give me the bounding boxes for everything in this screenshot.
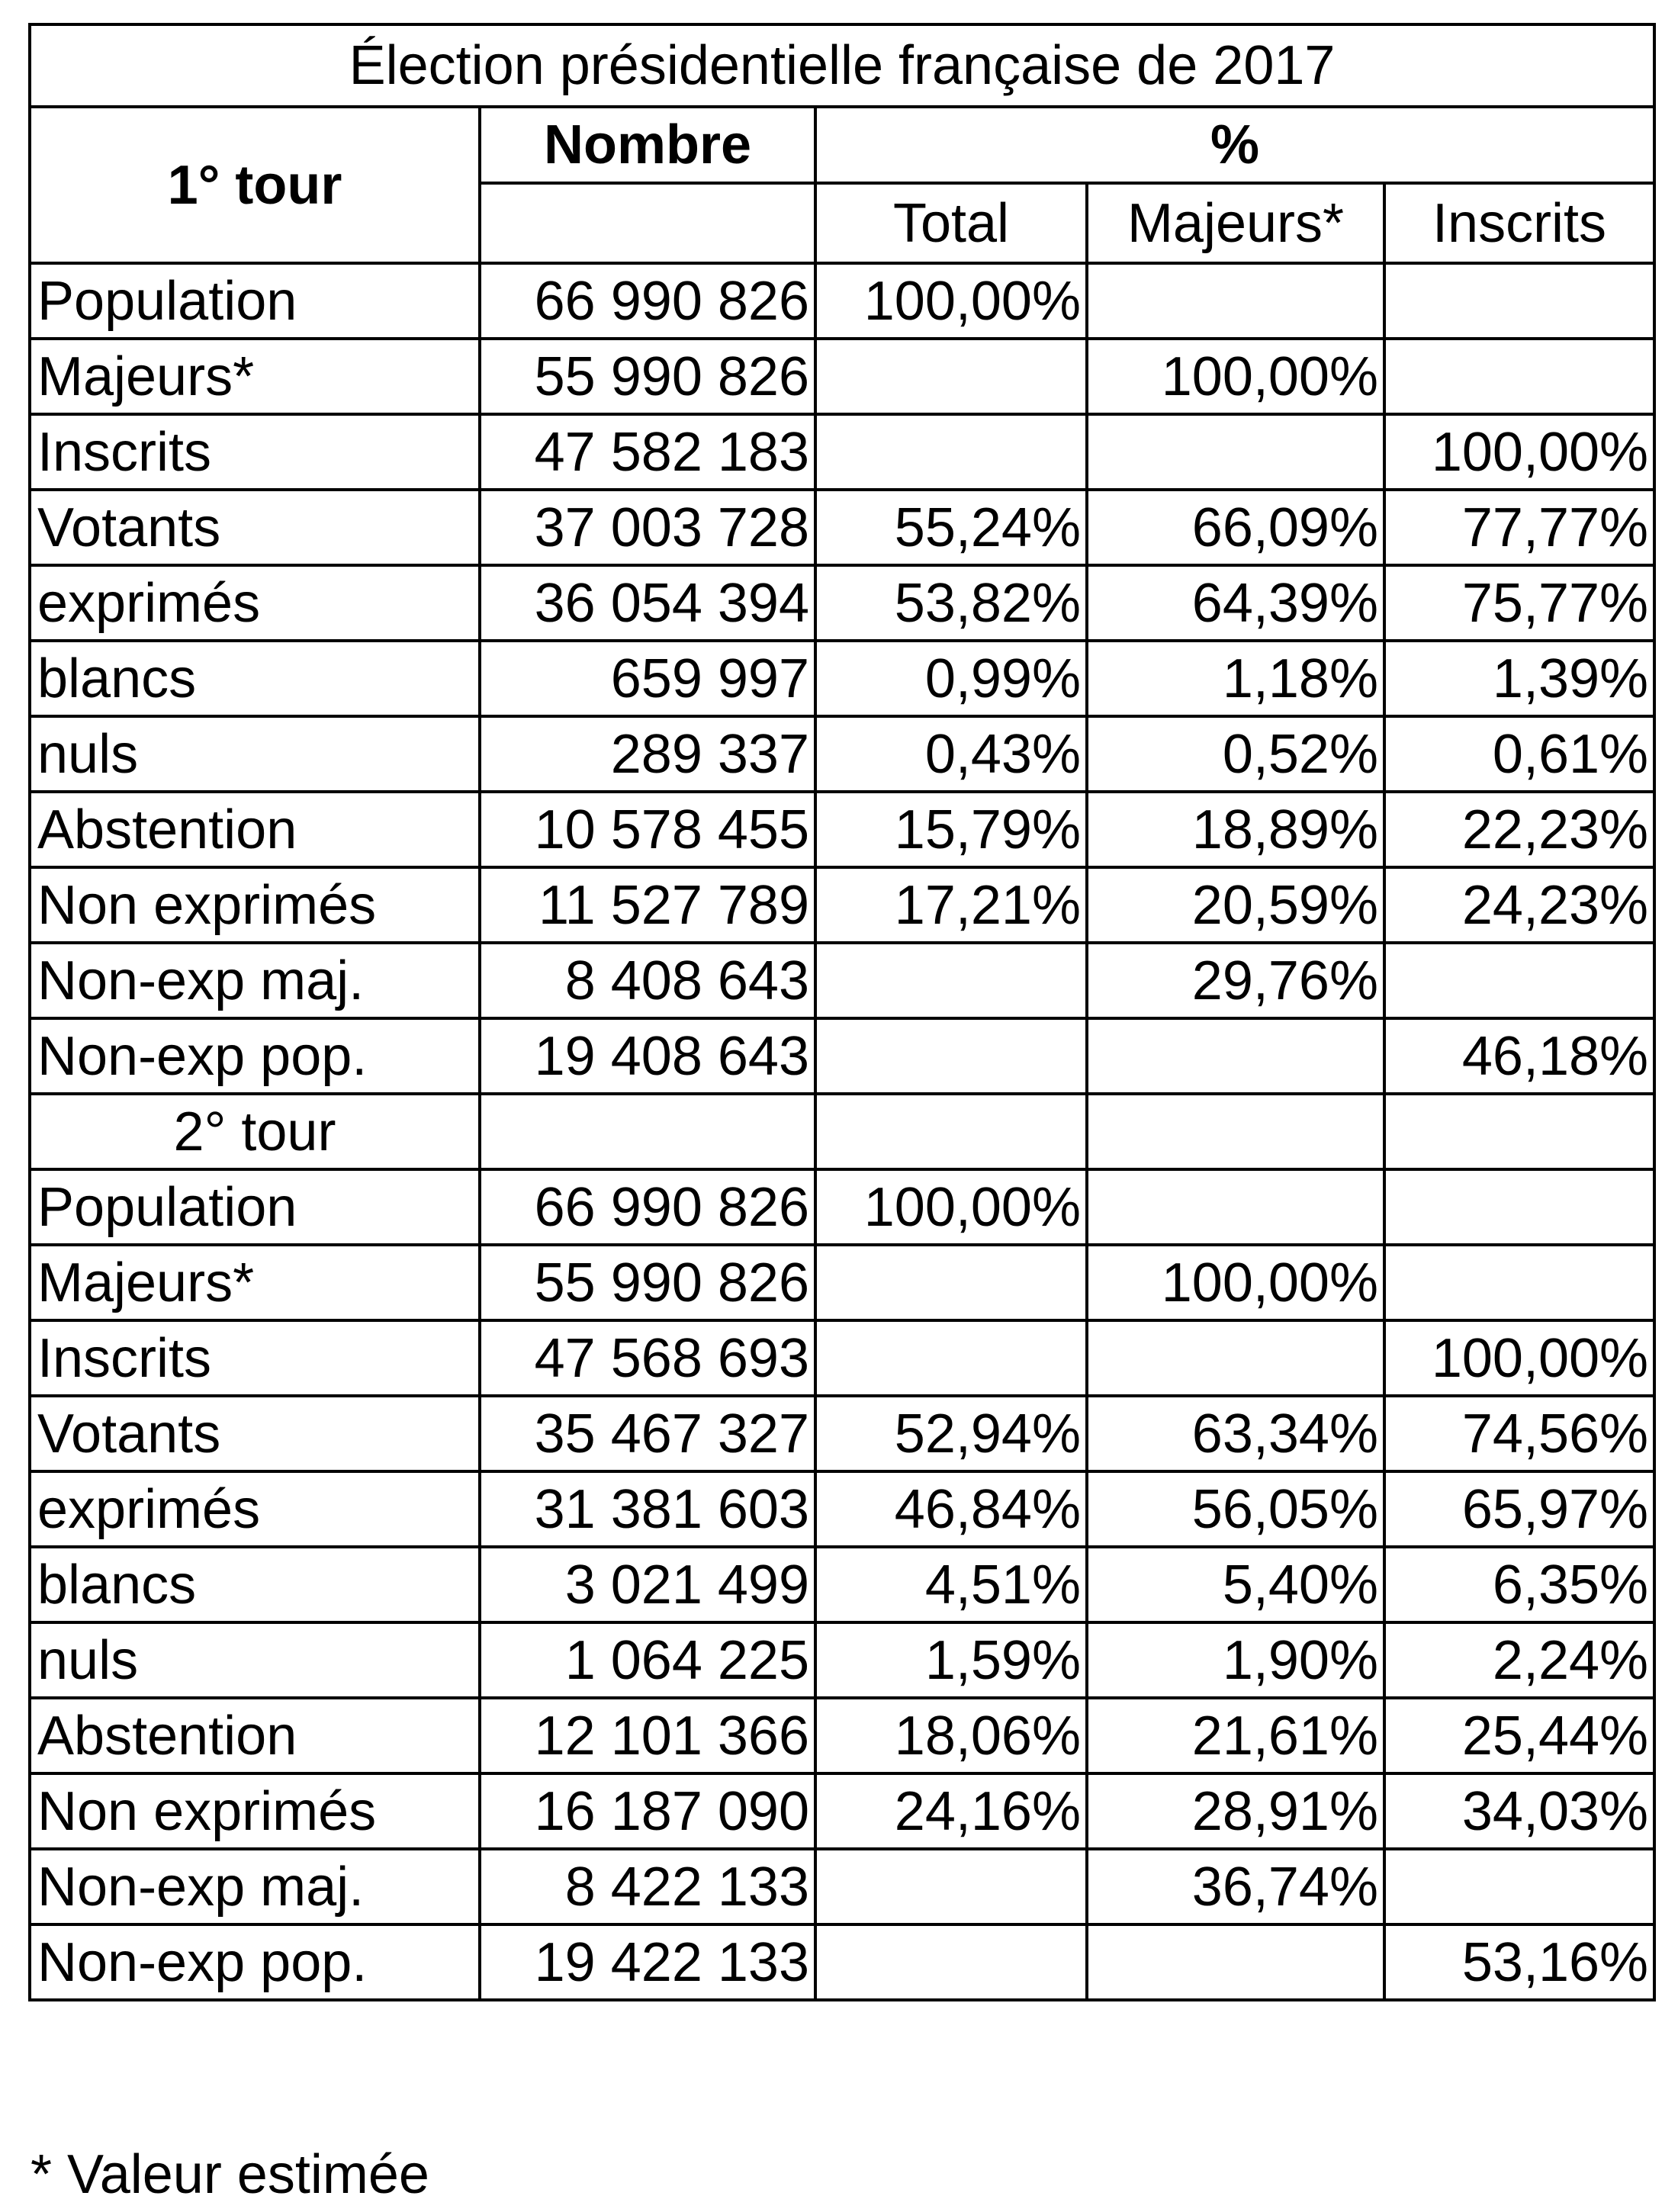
- cell-nombre: 659 997: [480, 641, 815, 716]
- cell-total: 0,99%: [815, 641, 1087, 716]
- title-row: [30, 24, 1654, 107]
- table-row: [30, 1396, 1654, 1471]
- table-row: [30, 641, 1654, 716]
- cell-nombre: 10 578 455: [480, 792, 815, 867]
- table-row: [30, 867, 1654, 943]
- cell-total: [815, 339, 1087, 414]
- cell-majeurs: [1087, 1320, 1384, 1396]
- cell-inscrits: 24,23%: [1384, 867, 1654, 943]
- cell-total: 17,21%: [815, 867, 1087, 943]
- cell-inscrits: [1384, 943, 1654, 1018]
- cell-total: 52,94%: [815, 1396, 1087, 1471]
- row-label: Abstention: [30, 1698, 480, 1773]
- cell-nombre: 1 064 225: [480, 1622, 815, 1698]
- cell-majeurs: [1087, 1924, 1384, 2000]
- cell-nombre: 37 003 728: [480, 490, 815, 565]
- header-row-1: [30, 107, 1654, 183]
- cell-majeurs: 63,34%: [1087, 1396, 1384, 1471]
- tour2-header-row: [30, 1094, 1654, 1169]
- cell-nombre: 47 582 183: [480, 414, 815, 490]
- cell-majeurs: 29,76%: [1087, 943, 1384, 1018]
- cell-total: [815, 1849, 1087, 1924]
- cell-inscrits: 53,16%: [1384, 1924, 1654, 2000]
- cell-inscrits: 22,23%: [1384, 792, 1654, 867]
- cell-total: 4,51%: [815, 1547, 1087, 1622]
- row-label: Non exprimés: [30, 867, 480, 943]
- cell-nombre: 36 054 394: [480, 565, 815, 641]
- cell-total: 1,59%: [815, 1622, 1087, 1698]
- cell-inscrits: 65,97%: [1384, 1471, 1654, 1547]
- cell-nombre: 289 337: [480, 716, 815, 792]
- header-nombre: Nombre: [480, 107, 815, 183]
- row-label: Non-exp pop.: [30, 1924, 480, 2000]
- header-nombre-empty: [480, 183, 815, 263]
- row-label: exprimés: [30, 565, 480, 641]
- cell-total: 18,06%: [815, 1698, 1087, 1773]
- cell-total: 46,84%: [815, 1471, 1087, 1547]
- table-row: [30, 1924, 1654, 2000]
- row-label: exprimés: [30, 1471, 480, 1547]
- table-row: [30, 1773, 1654, 1849]
- cell-total: 15,79%: [815, 792, 1087, 867]
- cell-nombre: 16 187 090: [480, 1773, 815, 1849]
- header-majeurs: Majeurs*: [1087, 183, 1384, 263]
- cell-inscrits: 1,39%: [1384, 641, 1654, 716]
- cell-nombre: 8 408 643: [480, 943, 815, 1018]
- empty-cell: [1384, 1094, 1654, 1169]
- cell-majeurs: 18,89%: [1087, 792, 1384, 867]
- cell-majeurs: 56,05%: [1087, 1471, 1384, 1547]
- cell-inscrits: [1384, 1245, 1654, 1320]
- row-label: Inscrits: [30, 1320, 480, 1396]
- cell-inscrits: 25,44%: [1384, 1698, 1654, 1773]
- cell-nombre: 47 568 693: [480, 1320, 815, 1396]
- cell-total: 53,82%: [815, 565, 1087, 641]
- cell-inscrits: 77,77%: [1384, 490, 1654, 565]
- cell-total: [815, 1320, 1087, 1396]
- cell-nombre: 19 408 643: [480, 1018, 815, 1094]
- cell-inscrits: 2,24%: [1384, 1622, 1654, 1698]
- cell-majeurs: [1087, 1169, 1384, 1245]
- cell-total: 55,24%: [815, 490, 1087, 565]
- cell-total: 100,00%: [815, 1169, 1087, 1245]
- table-row: [30, 1547, 1654, 1622]
- cell-nombre: 66 990 826: [480, 1169, 815, 1245]
- cell-majeurs: 64,39%: [1087, 565, 1384, 641]
- cell-inscrits: 74,56%: [1384, 1396, 1654, 1471]
- table-row: [30, 1320, 1654, 1396]
- table-row: [30, 1245, 1654, 1320]
- empty-cell: [1087, 1094, 1384, 1169]
- table-body: [30, 24, 1654, 2000]
- row-label: nuls: [30, 716, 480, 792]
- cell-inscrits: [1384, 263, 1654, 339]
- table-row: [30, 414, 1654, 490]
- cell-nombre: 31 381 603: [480, 1471, 815, 1547]
- cell-majeurs: 100,00%: [1087, 339, 1384, 414]
- cell-majeurs: 0,52%: [1087, 716, 1384, 792]
- cell-total: 100,00%: [815, 263, 1087, 339]
- cell-nombre: 55 990 826: [480, 1245, 815, 1320]
- cell-majeurs: 5,40%: [1087, 1547, 1384, 1622]
- table-row: [30, 490, 1654, 565]
- cell-inscrits: 34,03%: [1384, 1773, 1654, 1849]
- row-label: blancs: [30, 641, 480, 716]
- cell-total: [815, 1245, 1087, 1320]
- table-row: [30, 1018, 1654, 1094]
- cell-majeurs: 28,91%: [1087, 1773, 1384, 1849]
- table-title: Élection présidentielle française de 2017: [30, 24, 1654, 107]
- cell-nombre: 12 101 366: [480, 1698, 815, 1773]
- empty-cell: [480, 1094, 815, 1169]
- row-label: Non-exp maj.: [30, 1849, 480, 1924]
- row-label: blancs: [30, 1547, 480, 1622]
- cell-inscrits: [1384, 1169, 1654, 1245]
- cell-majeurs: 1,90%: [1087, 1622, 1384, 1698]
- cell-nombre: 8 422 133: [480, 1849, 815, 1924]
- row-label: Inscrits: [30, 414, 480, 490]
- cell-majeurs: 1,18%: [1087, 641, 1384, 716]
- row-label: Population: [30, 263, 480, 339]
- row-label: Abstention: [30, 792, 480, 867]
- header-inscrits: Inscrits: [1384, 183, 1654, 263]
- cell-inscrits: [1384, 339, 1654, 414]
- table-row: [30, 1849, 1654, 1924]
- cell-majeurs: [1087, 263, 1384, 339]
- cell-total: 24,16%: [815, 1773, 1087, 1849]
- row-label: Population: [30, 1169, 480, 1245]
- cell-inscrits: 100,00%: [1384, 414, 1654, 490]
- table-row: [30, 1471, 1654, 1547]
- row-label: Votants: [30, 490, 480, 565]
- row-label: Non exprimés: [30, 1773, 480, 1849]
- table-row: [30, 1169, 1654, 1245]
- header-percent: %: [815, 107, 1654, 183]
- cell-majeurs: 20,59%: [1087, 867, 1384, 943]
- cell-total: 0,43%: [815, 716, 1087, 792]
- cell-majeurs: [1087, 1018, 1384, 1094]
- table-row: [30, 716, 1654, 792]
- cell-majeurs: 66,09%: [1087, 490, 1384, 565]
- cell-total: [815, 414, 1087, 490]
- cell-majeurs: 21,61%: [1087, 1698, 1384, 1773]
- cell-nombre: 3 021 499: [480, 1547, 815, 1622]
- row-label: Majeurs*: [30, 339, 480, 414]
- cell-inscrits: 0,61%: [1384, 716, 1654, 792]
- cell-total: [815, 943, 1087, 1018]
- cell-inscrits: 100,00%: [1384, 1320, 1654, 1396]
- cell-nombre: 11 527 789: [480, 867, 815, 943]
- table-row: [30, 943, 1654, 1018]
- table-row: [30, 339, 1654, 414]
- cell-inscrits: 75,77%: [1384, 565, 1654, 641]
- row-label: Non-exp pop.: [30, 1018, 480, 1094]
- cell-nombre: 19 422 133: [480, 1924, 815, 2000]
- row-label: Votants: [30, 1396, 480, 1471]
- row-label: Non-exp maj.: [30, 943, 480, 1018]
- row-label: Majeurs*: [30, 1245, 480, 1320]
- row-label: nuls: [30, 1622, 480, 1698]
- cell-majeurs: 100,00%: [1087, 1245, 1384, 1320]
- tour1-label: 1° tour: [30, 107, 480, 263]
- cell-inscrits: 6,35%: [1384, 1547, 1654, 1622]
- table-row: [30, 1622, 1654, 1698]
- table-row: [30, 565, 1654, 641]
- empty-cell: [815, 1094, 1087, 1169]
- cell-total: [815, 1018, 1087, 1094]
- header-total: Total: [815, 183, 1087, 263]
- cell-nombre: 35 467 327: [480, 1396, 815, 1471]
- cell-inscrits: [1384, 1849, 1654, 1924]
- cell-inscrits: 46,18%: [1384, 1018, 1654, 1094]
- tour2-label: 2° tour: [30, 1094, 480, 1169]
- cell-total: [815, 1924, 1087, 2000]
- cell-majeurs: [1087, 414, 1384, 490]
- cell-nombre: 66 990 826: [480, 263, 815, 339]
- election-results-table: [28, 23, 1656, 2001]
- footnote: * Valeur estimée: [31, 2144, 429, 2205]
- table-row: [30, 792, 1654, 867]
- table-row: [30, 1698, 1654, 1773]
- cell-majeurs: 36,74%: [1087, 1849, 1384, 1924]
- table-row: [30, 263, 1654, 339]
- cell-nombre: 55 990 826: [480, 339, 815, 414]
